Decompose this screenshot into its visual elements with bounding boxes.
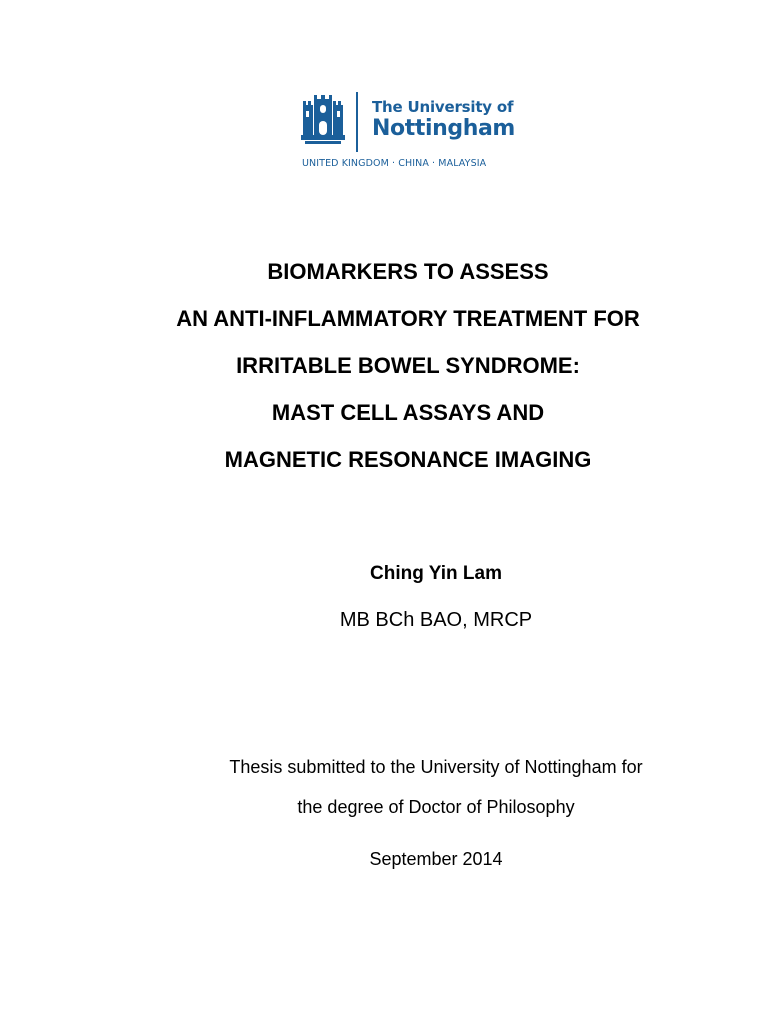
- title-line: MAGNETIC RESONANCE IMAGING: [224, 447, 592, 472]
- statement-line: the degree of Doctor of Philosophy: [297, 797, 575, 817]
- thesis-title: [0, 248, 768, 483]
- logo-tagline: UNITED KINGDOM · CHINA · MALAYSIA: [302, 158, 487, 169]
- logo-university-of: The University of: [372, 98, 514, 116]
- title-line: MAST CELL ASSAYS AND: [271, 400, 545, 425]
- submission-date: September 2014: [369, 849, 503, 869]
- logo-nottingham: Nottingham: [372, 116, 515, 141]
- logo-divider: [356, 92, 358, 152]
- castle-crest-icon: [301, 95, 345, 147]
- title-line: IRRITABLE BOWEL SYNDROME:: [236, 353, 580, 378]
- statement-line: Thesis submitted to the University of Nottingham for: [229, 757, 643, 777]
- title-line: BIOMARKERS TO ASSESS: [267, 259, 549, 284]
- submission-statement: [0, 747, 768, 827]
- university-logo: [298, 92, 528, 174]
- author-name: Ching Yin Lam: [370, 563, 502, 584]
- title-line: AN ANTI-INFLAMMATORY TREATMENT FOR: [176, 306, 640, 331]
- author-qualifications: MB BCh BAO, MRCP: [339, 609, 533, 631]
